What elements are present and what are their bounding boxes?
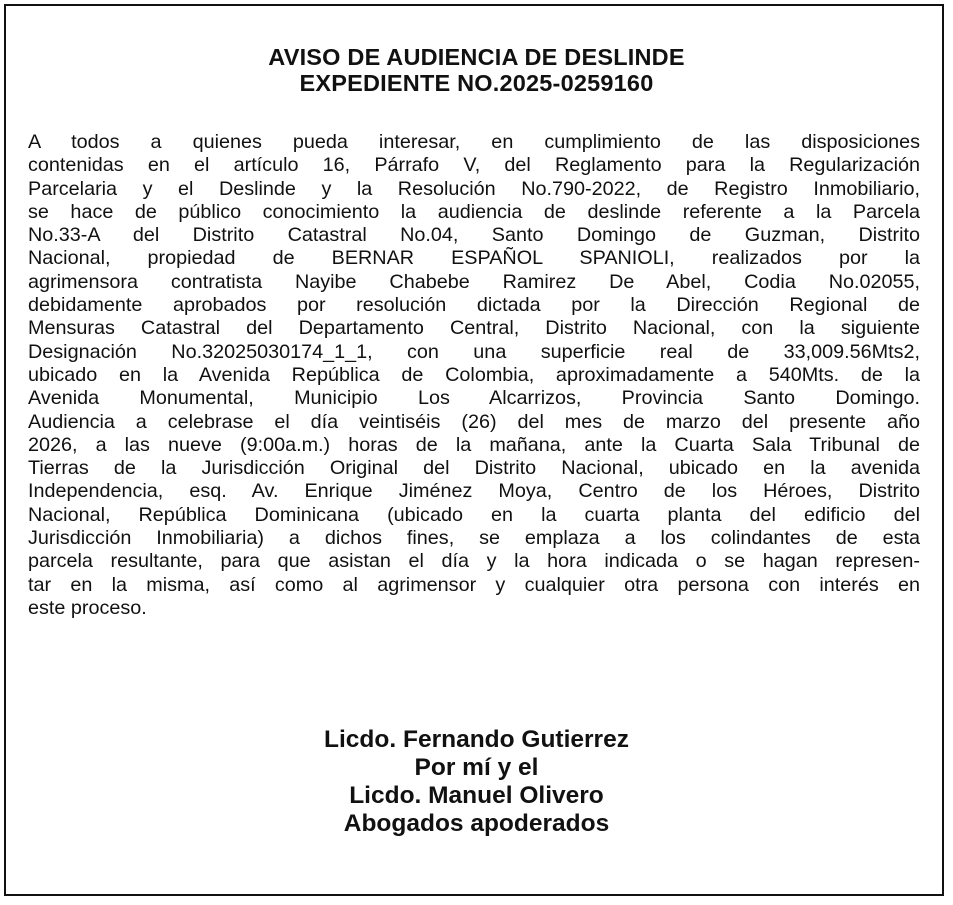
body-line: A todos a quienes pueda interesar, en cumplimiento de las disposiciones <box>28 131 920 153</box>
body-line-last: este proceso. <box>28 596 147 619</box>
body-line: Tierras de la Jurisdicción Original del Distrito Nacional, ubicado en la avenida <box>28 457 920 480</box>
signature-connector: Por mí y el <box>414 754 539 781</box>
body-line: Mensuras Catastral del Departamento Central, Distrito Nacional, con la siguiente <box>28 317 920 340</box>
body-line: se hace de público conocimiento la audiencia de deslinde referente a la Parcela <box>28 200 920 223</box>
signature-name-1: Licdo. Fernando Gutierrez <box>324 726 629 753</box>
body-line: Nacional, República Dominicana (ubicado en la cuarta planta del edificio del <box>28 503 920 526</box>
signature-role: Abogados apoderados <box>343 810 610 837</box>
body-line: contenidas en el artículo 16, Párrafo V, del Reglamento para la Regularización <box>28 154 920 177</box>
body-line: debidamente aprobados por resolución dictada por la Dirección Regional de <box>28 294 920 317</box>
body-line: tar en la misma, así como al agrimensor y cualquier otra persona con interés en <box>28 573 920 596</box>
body-line: Parcelaria y el Deslinde y la Resolución No.790-2022, de Registro Inmobiliario, <box>28 177 920 200</box>
notice-title: AVISO DE AUDIENCIA DE DESLINDE <box>268 44 685 70</box>
body-line: No.33-A del Distrito Catastral No.04, Santo Domingo de Guzman, Distrito <box>28 224 920 247</box>
notice-body <box>28 131 920 620</box>
body-line: Avenida Monumental, Municipio Los Alcarrizos, Provincia Santo Domingo. <box>28 387 920 410</box>
body-line: Independencia, esq. Av. Enrique Jiménez Moya, Centro de los Héroes, Distrito <box>28 480 920 503</box>
body-line: 2026, a las nueve (9:00a.m.) horas de la mañana, ante la Cuarta Sala Tribunal de <box>28 433 920 456</box>
body-line: Nacional, propiedad de BERNAR ESPAÑOL SPANIOLI, realizados por la <box>28 247 920 270</box>
signature-name-2: Licdo. Manuel Olivero <box>349 782 604 809</box>
signature-block <box>0 726 953 838</box>
body-line: parcela resultante, para que asistan el día y la hora indicada o se hagan represen- <box>28 550 920 573</box>
body-line: Audiencia a celebrase el día veintiséis (26) del mes de marzo del presente año <box>28 410 920 433</box>
body-line: ubicado en la Avenida República de Colombia, aproximadamente a 540Mts. de la <box>28 363 920 386</box>
body-line: agrimensora contratista Nayibe Chabebe Ramirez De Abel, Codia No.02055, <box>28 270 920 293</box>
body-line: Jurisdicción Inmobiliaria) a dichos fines, se emplaza a los colindantes de esta <box>28 527 920 550</box>
body-line: Designación No.32025030174_1_1, con una superficie real de 33,009.56Mts2, <box>28 340 920 363</box>
notice-heading <box>0 44 953 96</box>
notice-case-number: EXPEDIENTE NO.2025-0259160 <box>299 70 654 96</box>
